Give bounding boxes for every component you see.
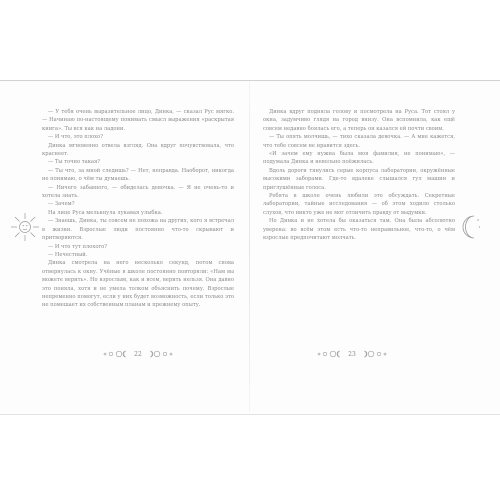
- paragraph: — Ты точно такая?: [48, 159, 101, 166]
- right-page-text: [263, 108, 455, 243]
- left-page-text: [42, 108, 234, 310]
- crescent-moon-icon: [460, 215, 482, 239]
- paragraph: — Ты опять молчишь, — тихо сказала девочка. — А мне кажется, что тебе совсем не нравится здесь.: [263, 134, 455, 149]
- page-number: 22: [134, 350, 142, 358]
- paragraph: Динка смотрела на него несколько секунд, потом снова отвернулась к окну. Учёные в школе постоянно повторяли: «Нам вы можете верить». Но взрослым, как и всем, верить нельзя. Она давно это поняла, хотя и не умела толком объяснить почему. Взрослые непременно помогут, если у них будет возможность, если только это не помешает их собственным планам и прежнему опыту.: [42, 260, 234, 309]
- paragraph: Но Динка и не хотела бы оказаться там. Она была абсолютно уверена: во всём этом есть что-то неправильное, что-то, о чём взрослые предпочитают молчать.: [263, 218, 455, 242]
- paragraph: — Знаешь, Динка, ты совсем не похожа на других, кого я встречал в жизни. Взрослые люди постоянно что-то скрывают и притворяются.: [42, 218, 234, 242]
- paragraph: — И что тут плохого?: [48, 243, 108, 250]
- paragraph: Динка вдруг подняла голову и посмотрела на Руса. Тот стоял у окна, задумчиво глядя на город внизу. Она вспомнила, как ещё совсем недавно боялась его, а теперь он казался ей почти своим.: [263, 109, 455, 132]
- paragraph: «И зачем ему нужна была моя фамилия, не понимаю», — подумала Динка и невольно поёжилась.: [263, 151, 455, 166]
- paragraph: Ребята в школе очень любили это обсуждать. Секретные лаборатории, тайные исследования — об этом ходило столько слухов, что никто уже не мог отличить правду от выдумки.: [263, 193, 455, 216]
- paragraph: На лице Руса мелькнула лукавая улыбка.: [48, 209, 163, 216]
- moon-phase-ornament-icon: [316, 349, 344, 359]
- right-folio: [312, 347, 392, 361]
- paragraph: — Ты что, за мной следишь? — Нет, неправда. Наоборот, никогда не понимаю, о чём ты думаешь.: [42, 167, 234, 183]
- moon-phase-ornament-icon: [360, 349, 388, 359]
- paragraph: — Зачем?: [48, 201, 75, 208]
- left-folio: [98, 347, 178, 361]
- paragraph: Вдоль дороги тянулись серые корпуса лаборатории, окружённые высокими заборами. Где-то вдалеке слышался гул машин и приглушённые голоса.: [263, 167, 455, 191]
- book-spine: [249, 81, 250, 412]
- paragraph: — У тебя очень выразительное лицо, Динка, — сказал Рус мягко. — Начинаю по-настоящему понимать смысл выражения «раскрытая книга». Ты вся как на ладони.: [42, 109, 234, 132]
- moon-phase-ornament-icon: [102, 349, 130, 359]
- page-number: 23: [348, 350, 356, 358]
- moon-phase-ornament-icon: [146, 349, 174, 359]
- paragraph: — Нечестный.: [48, 251, 88, 258]
- sun-face-icon: [10, 212, 40, 242]
- paragraph: — Ничего забавного, — обиделась девочка. — Я не очень-то и хотела знать.: [42, 184, 234, 200]
- paragraph: — И что, это плохо?: [48, 134, 103, 141]
- paragraph: Динка мгновенно отвела взгляд. Она вдруг почувствовала, что краснеет.: [42, 142, 234, 158]
